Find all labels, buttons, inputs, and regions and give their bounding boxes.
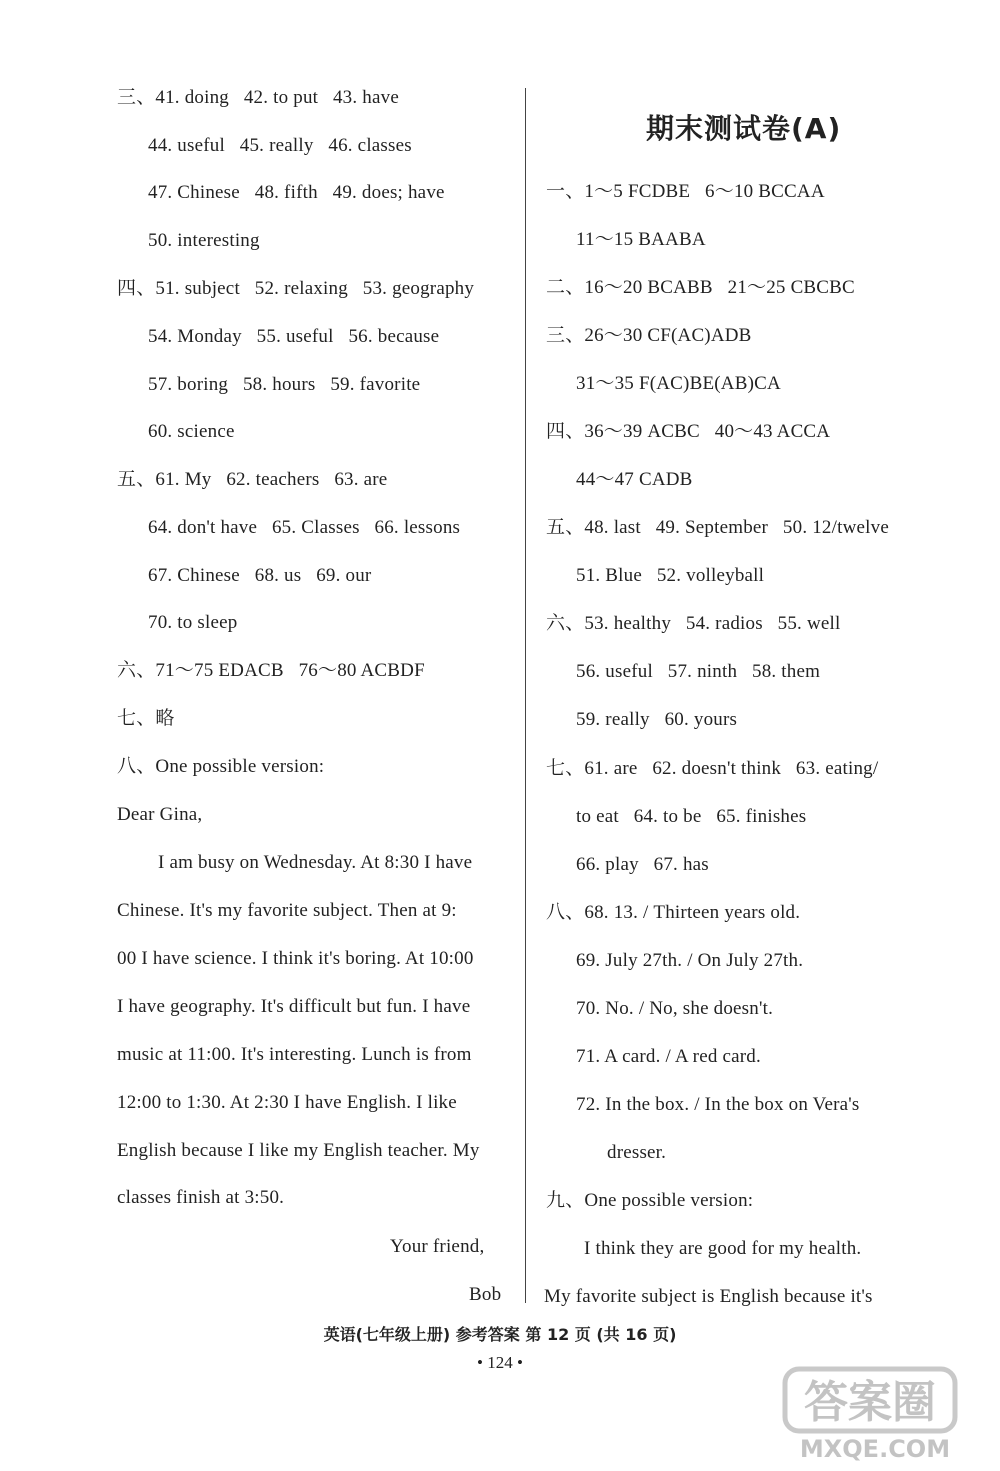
right-line-24: My favorite subject is English because it's bbox=[544, 1286, 873, 1307]
right-line-13: 七、61. are 62. doesn't think 63. eating/ bbox=[546, 758, 879, 779]
page-footer: 英语(七年级上册) 参考答案 第 12 页 (共 16 页) bbox=[323, 1325, 677, 1344]
section-6-line: 六、71～75 EDACB 76～80 ACBDF bbox=[117, 660, 425, 681]
section-4-line-4: 60. science bbox=[148, 421, 235, 442]
section-3-line-3: 47. Chinese 48. fifth 49. does; have bbox=[148, 182, 445, 203]
letter-line-4: I have geography. It's difficult but fun. I have bbox=[117, 996, 471, 1017]
column-divider bbox=[525, 88, 526, 1303]
right-line-22: 九、One possible version: bbox=[546, 1190, 754, 1211]
letter-line-1: I am busy on Wednesday. At 8:30 I have bbox=[158, 852, 473, 873]
letter-line-8: classes finish at 3:50. bbox=[117, 1187, 285, 1208]
page-number: • 124 • bbox=[477, 1353, 523, 1372]
section-3-line-1: 三、41. doing 42. to put 43. have bbox=[117, 87, 399, 108]
section-5-line-3: 67. Chinese 68. us 69. our bbox=[148, 565, 372, 586]
section-5-line-2: 64. don't have 65. Classes 66. lessons bbox=[148, 517, 461, 538]
right-line-19: 71. A card. / A red card. bbox=[576, 1046, 761, 1067]
section-5-line-1: 五、61. My 62. teachers 63. are bbox=[117, 469, 388, 490]
letter-line-6: 12:00 to 1:30. At 2:30 I have English. I like bbox=[117, 1092, 457, 1113]
right-line-3: 二、16～20 BCABB 21～25 CBCBC bbox=[546, 277, 855, 298]
section-3-line-4: 50. interesting bbox=[148, 230, 260, 251]
right-line-15: 66. play 67. has bbox=[576, 854, 709, 875]
section-8-heading: 八、One possible version: bbox=[117, 756, 325, 777]
letter-line-7: English because I like my English teacher. My bbox=[117, 1140, 480, 1161]
watermark-logo bbox=[740, 1365, 990, 1465]
right-line-20: 72. In the box. / In the box on Vera's bbox=[576, 1094, 860, 1115]
right-line-18: 70. No. / No, she doesn't. bbox=[576, 998, 774, 1019]
watermark-text: 答案圈 bbox=[804, 1377, 936, 1428]
right-line-11: 56. useful 57. ninth 58. them bbox=[576, 661, 821, 682]
letter-line-5: music at 11:00. It's interesting. Lunch is from bbox=[117, 1044, 472, 1065]
right-line-6: 四、36～39 ACBC 40～43 ACCA bbox=[546, 421, 831, 442]
section-4-line-1: 四、51. subject 52. relaxing 53. geography bbox=[117, 278, 475, 299]
right-line-8: 五、48. last 49. September 50. 12/twelve bbox=[546, 517, 889, 538]
right-line-10: 六、53. healthy 54. radios 55. well bbox=[546, 613, 841, 634]
right-line-14: to eat 64. to be 65. finishes bbox=[576, 806, 807, 827]
right-line-2: 11～15 BAABA bbox=[576, 229, 706, 250]
section-4-line-3: 57. boring 58. hours 59. favorite bbox=[148, 374, 421, 395]
right-line-5: 31～35 F(AC)BE(AB)CA bbox=[576, 373, 781, 394]
right-line-9: 51. Blue 52. volleyball bbox=[576, 565, 765, 586]
watermark-sub: MXQE.COM bbox=[799, 1435, 951, 1463]
right-line-17: 69. July 27th. / On July 27th. bbox=[576, 950, 804, 971]
section-3-line-2: 44. useful 45. really 46. classes bbox=[148, 135, 412, 156]
right-line-1: 一、1～5 FCDBE 6～10 BCCAA bbox=[546, 181, 825, 202]
letter-closing: Your friend, bbox=[390, 1236, 485, 1257]
letter-line-2: Chinese. It's my favorite subject. Then at 9: bbox=[117, 900, 457, 921]
section-5-line-4: 70. to sleep bbox=[148, 612, 238, 633]
right-line-21: dresser. bbox=[607, 1142, 667, 1163]
right-line-12: 59. really 60. yours bbox=[576, 709, 738, 730]
right-line-16: 八、68. 13. / Thirteen years old. bbox=[546, 902, 801, 923]
right-line-23: I think they are good for my health. bbox=[584, 1238, 862, 1259]
letter-line-3: 00 I have science. I think it's boring. At 10:00 bbox=[117, 948, 474, 969]
section-4-line-2: 54. Monday 55. useful 56. because bbox=[148, 326, 440, 347]
letter-greeting: Dear Gina, bbox=[117, 804, 203, 825]
right-line-7: 44～47 CADB bbox=[576, 469, 693, 490]
letter-signature: Bob bbox=[469, 1284, 502, 1305]
right-line-4: 三、26～30 CF(AC)ADB bbox=[546, 325, 752, 346]
section-7-line: 七、略 bbox=[117, 708, 175, 729]
test-title: 期末测试卷(A) bbox=[646, 112, 842, 145]
